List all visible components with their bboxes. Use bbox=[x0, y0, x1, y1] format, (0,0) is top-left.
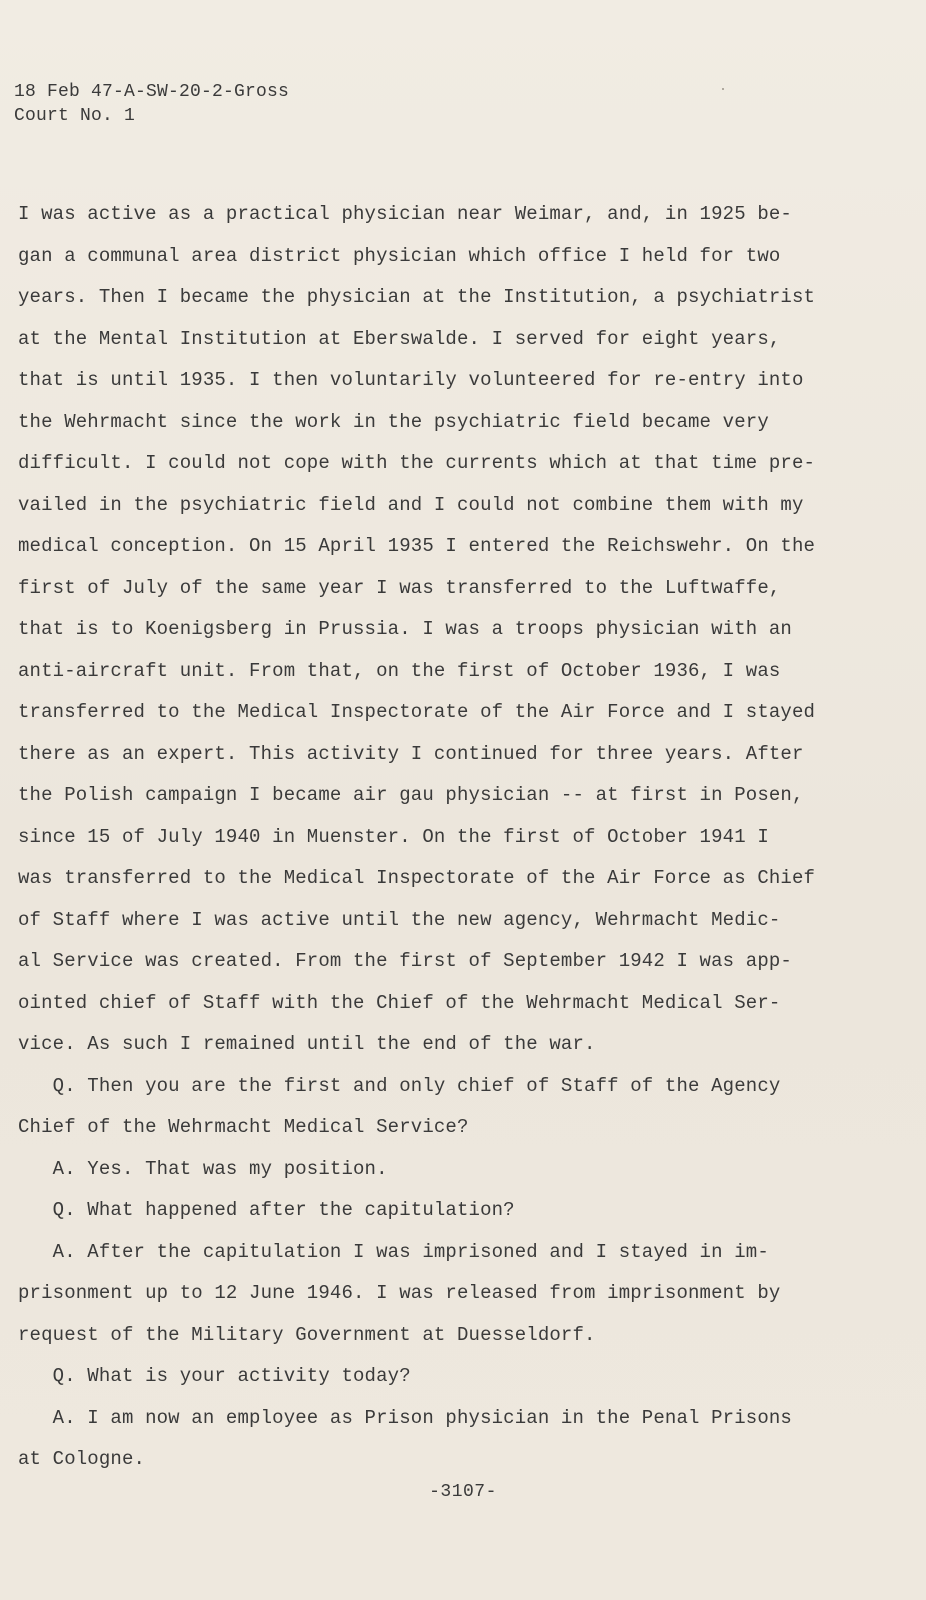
testimony-body bbox=[18, 194, 898, 1481]
answer-line: A. After the capitulation I was imprisoned and I stayed in im- bbox=[18, 1240, 769, 1263]
question-line: Q. What happened after the capitulation? bbox=[18, 1199, 515, 1221]
text-line: anti-aircraft unit. From that, on the first of October 1936, I was bbox=[18, 659, 781, 682]
page-number: -3107- bbox=[429, 1482, 497, 1502]
question-line: Q. What is your activity today? bbox=[18, 1365, 411, 1387]
text-line: difficult. I could not cope with the currents which at that time pre- bbox=[18, 452, 816, 474]
text-line: the Wehrmacht since the work in the psychiatric field became very bbox=[18, 410, 769, 433]
text-line: at Cologne. bbox=[18, 1448, 146, 1470]
answer-line: A. Yes. That was my position. bbox=[18, 1157, 388, 1180]
text-line: I was active as a practical physician near Weimar, and, in 1925 be- bbox=[18, 203, 792, 225]
text-line: at the Mental Institution at Eberswalde. I served for eight years, bbox=[18, 327, 781, 350]
text-line: transferred to the Medical Inspectorate of the Air Force and I stayed bbox=[18, 701, 816, 723]
text-line: vice. As such I remained until the end of the war. bbox=[18, 1033, 596, 1055]
document-header bbox=[14, 80, 289, 128]
text-line: there as an expert. This activity I continued for three years. After bbox=[18, 742, 804, 765]
text-line: was transferred to the Medical Inspectorate of the Air Force as Chief bbox=[18, 867, 816, 889]
paper-speck bbox=[722, 88, 724, 90]
question-line: Q. Then you are the first and only chief of Staff of the Agency bbox=[18, 1074, 781, 1097]
text-line: that is until 1935. I then voluntarily volunteered for re-entry into bbox=[18, 369, 804, 391]
text-line: request of the Military Government at Duesseldorf. bbox=[18, 1323, 596, 1346]
text-line: prisonment up to 12 June 1946. I was released from imprisonment by bbox=[18, 1282, 781, 1304]
text-line: the Polish campaign I became air gau physician -- at first in Posen, bbox=[18, 784, 804, 806]
text-line: first of July of the same year I was transferred to the Luftwaffe, bbox=[18, 576, 781, 599]
text-line: al Service was created. From the first of September 1942 I was app- bbox=[18, 950, 792, 972]
text-line: since 15 of July 1940 in Muenster. On the first of October 1941 I bbox=[18, 825, 769, 848]
text-line: Chief of the Wehrmacht Medical Service? bbox=[18, 1116, 469, 1138]
text-line: medical conception. On 15 April 1935 I entered the Reichswehr. On the bbox=[18, 535, 816, 557]
text-line: ointed chief of Staff with the Chief of the Wehrmacht Medical Ser- bbox=[18, 991, 781, 1014]
text-line: gan a communal area district physician which office I held for two bbox=[18, 244, 781, 267]
text-line: years. Then I became the physician at the Institution, a psychiatrist bbox=[18, 286, 816, 308]
text-line: vailed in the psychiatric field and I could not combine them with my bbox=[18, 493, 804, 516]
header-court: Court No. 1 bbox=[14, 106, 136, 126]
header-reference: 18 Feb 47-A-SW-20-2-Gross bbox=[14, 82, 290, 102]
text-line: that is to Koenigsberg in Prussia. I was a troops physician with an bbox=[18, 618, 792, 640]
answer-line: A. I am now an employee as Prison physician in the Penal Prisons bbox=[18, 1406, 792, 1429]
text-line: of Staff where I was active until the new agency, Wehrmacht Medic- bbox=[18, 908, 781, 931]
